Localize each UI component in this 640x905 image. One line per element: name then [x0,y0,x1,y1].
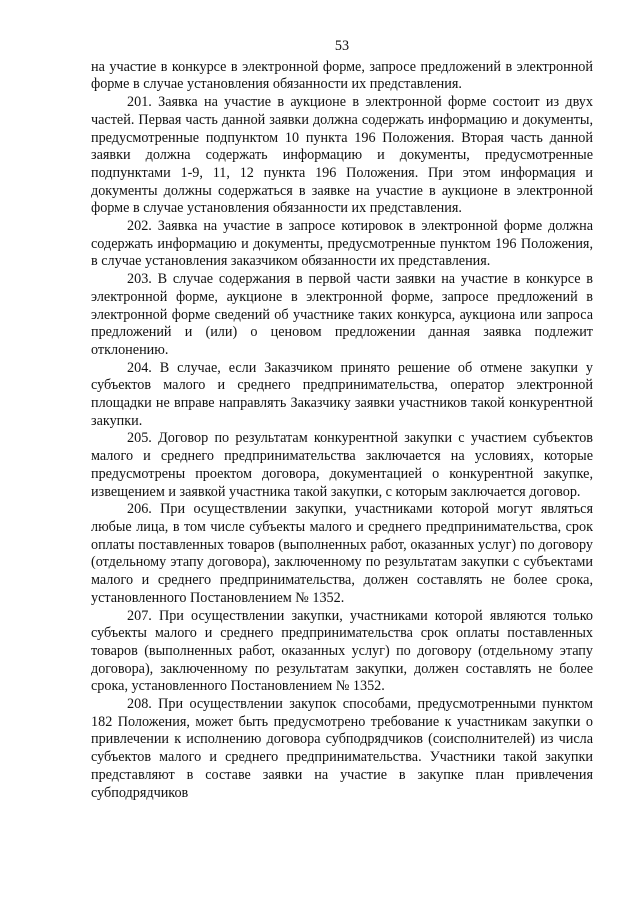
paragraph: 205. Договор по результатам конкурентной закупки с участием субъектов малого и среднего предпринимательства заключается на условиях, которые предусмотрены проектом договора, документацией о конкурентной закупке, извещением и заявкой участника такой закупки, с которым заключается договор. [91,430,593,500]
paragraph: 204. В случае, если Заказчиком принято решение об отмене закупки у субъектов малого и среднего предпринимательства, оператор электронной площадки не вправе направлять Заказчику заявки участников такой конкурентной закупки. [91,359,593,429]
paragraph: 208. При осуществлении закупок способами, предусмотренными пунктом 182 Положения, может быть предусмотрено требование к участникам закупки о привлечении к исполнению договора субподрядчиков (соисполнителей) из числа субъектов малого и среднего предпринимательства. Участники такой закупки представляют в составе заявки на участие в закупке план привлечения субподрядчиков [91,696,593,801]
paragraph: 206. При осуществлении закупки, участниками которой могут являться любые лица, в том числе субъекты малого и среднего предпринимательства, срок оплаты поставленных товаров (выполненных работ, оказанных услуг) по договору (отдельному этапу договора), заключенному по результатам закупки с субъектами малого и среднего предпринимательства, должен составлять не более срока, установленного Постановлением № 1352. [91,501,593,606]
paragraph: 207. При осуществлении закупки, участниками которой являются только субъекты малого и среднего предпринимательства срок оплаты поставленных товаров (выполненных работ, оказанных услуг) по договору (отдельному этапу договора), заключенному по результатам закупки, должен составлять не более срока, установленного Постановлением № 1352. [91,607,593,695]
paragraph: 202. Заявка на участие в запросе котировок в электронной форме должна содержать информацию и документы, предусмотренные пунктом 196 Положения, в случае установления заказчиком обязанности их представления. [91,218,593,270]
document-page [91,38,593,802]
paragraph: 203. В случае содержания в первой части заявки на участие в конкурсе в электронной форме, аукционе в электронной форме, запросе предложений в электронной форме сведений об участнике таких конкурса, аукциона или запроса предложений и (или) о ценовом предложении данная заявка подлежит отклонению. [91,271,593,358]
paragraph: на участие в конкурсе в электронной форме, запросе предложений в электронной форме в случае установления обязанности их представления. [91,58,593,93]
paragraph: 201. Заявка на участие в аукционе в электронной форме состоит из двух частей. Первая часть данной заявки должна содержать информацию и документы, предусмотренные подпунктом 10 пункта 196 Положения. Вторая часть данной заявки должна содержать информацию и документы, предусмотренные подпунктами 1-9, 11, 12 пункта 196 Положения. При этом информация и документы должны содержаться в заявке на участие в аукционе в электронной форме в случае установления обязанности их представления. [91,94,593,217]
document-body [91,59,593,803]
page-number: 53 [334,38,350,54]
